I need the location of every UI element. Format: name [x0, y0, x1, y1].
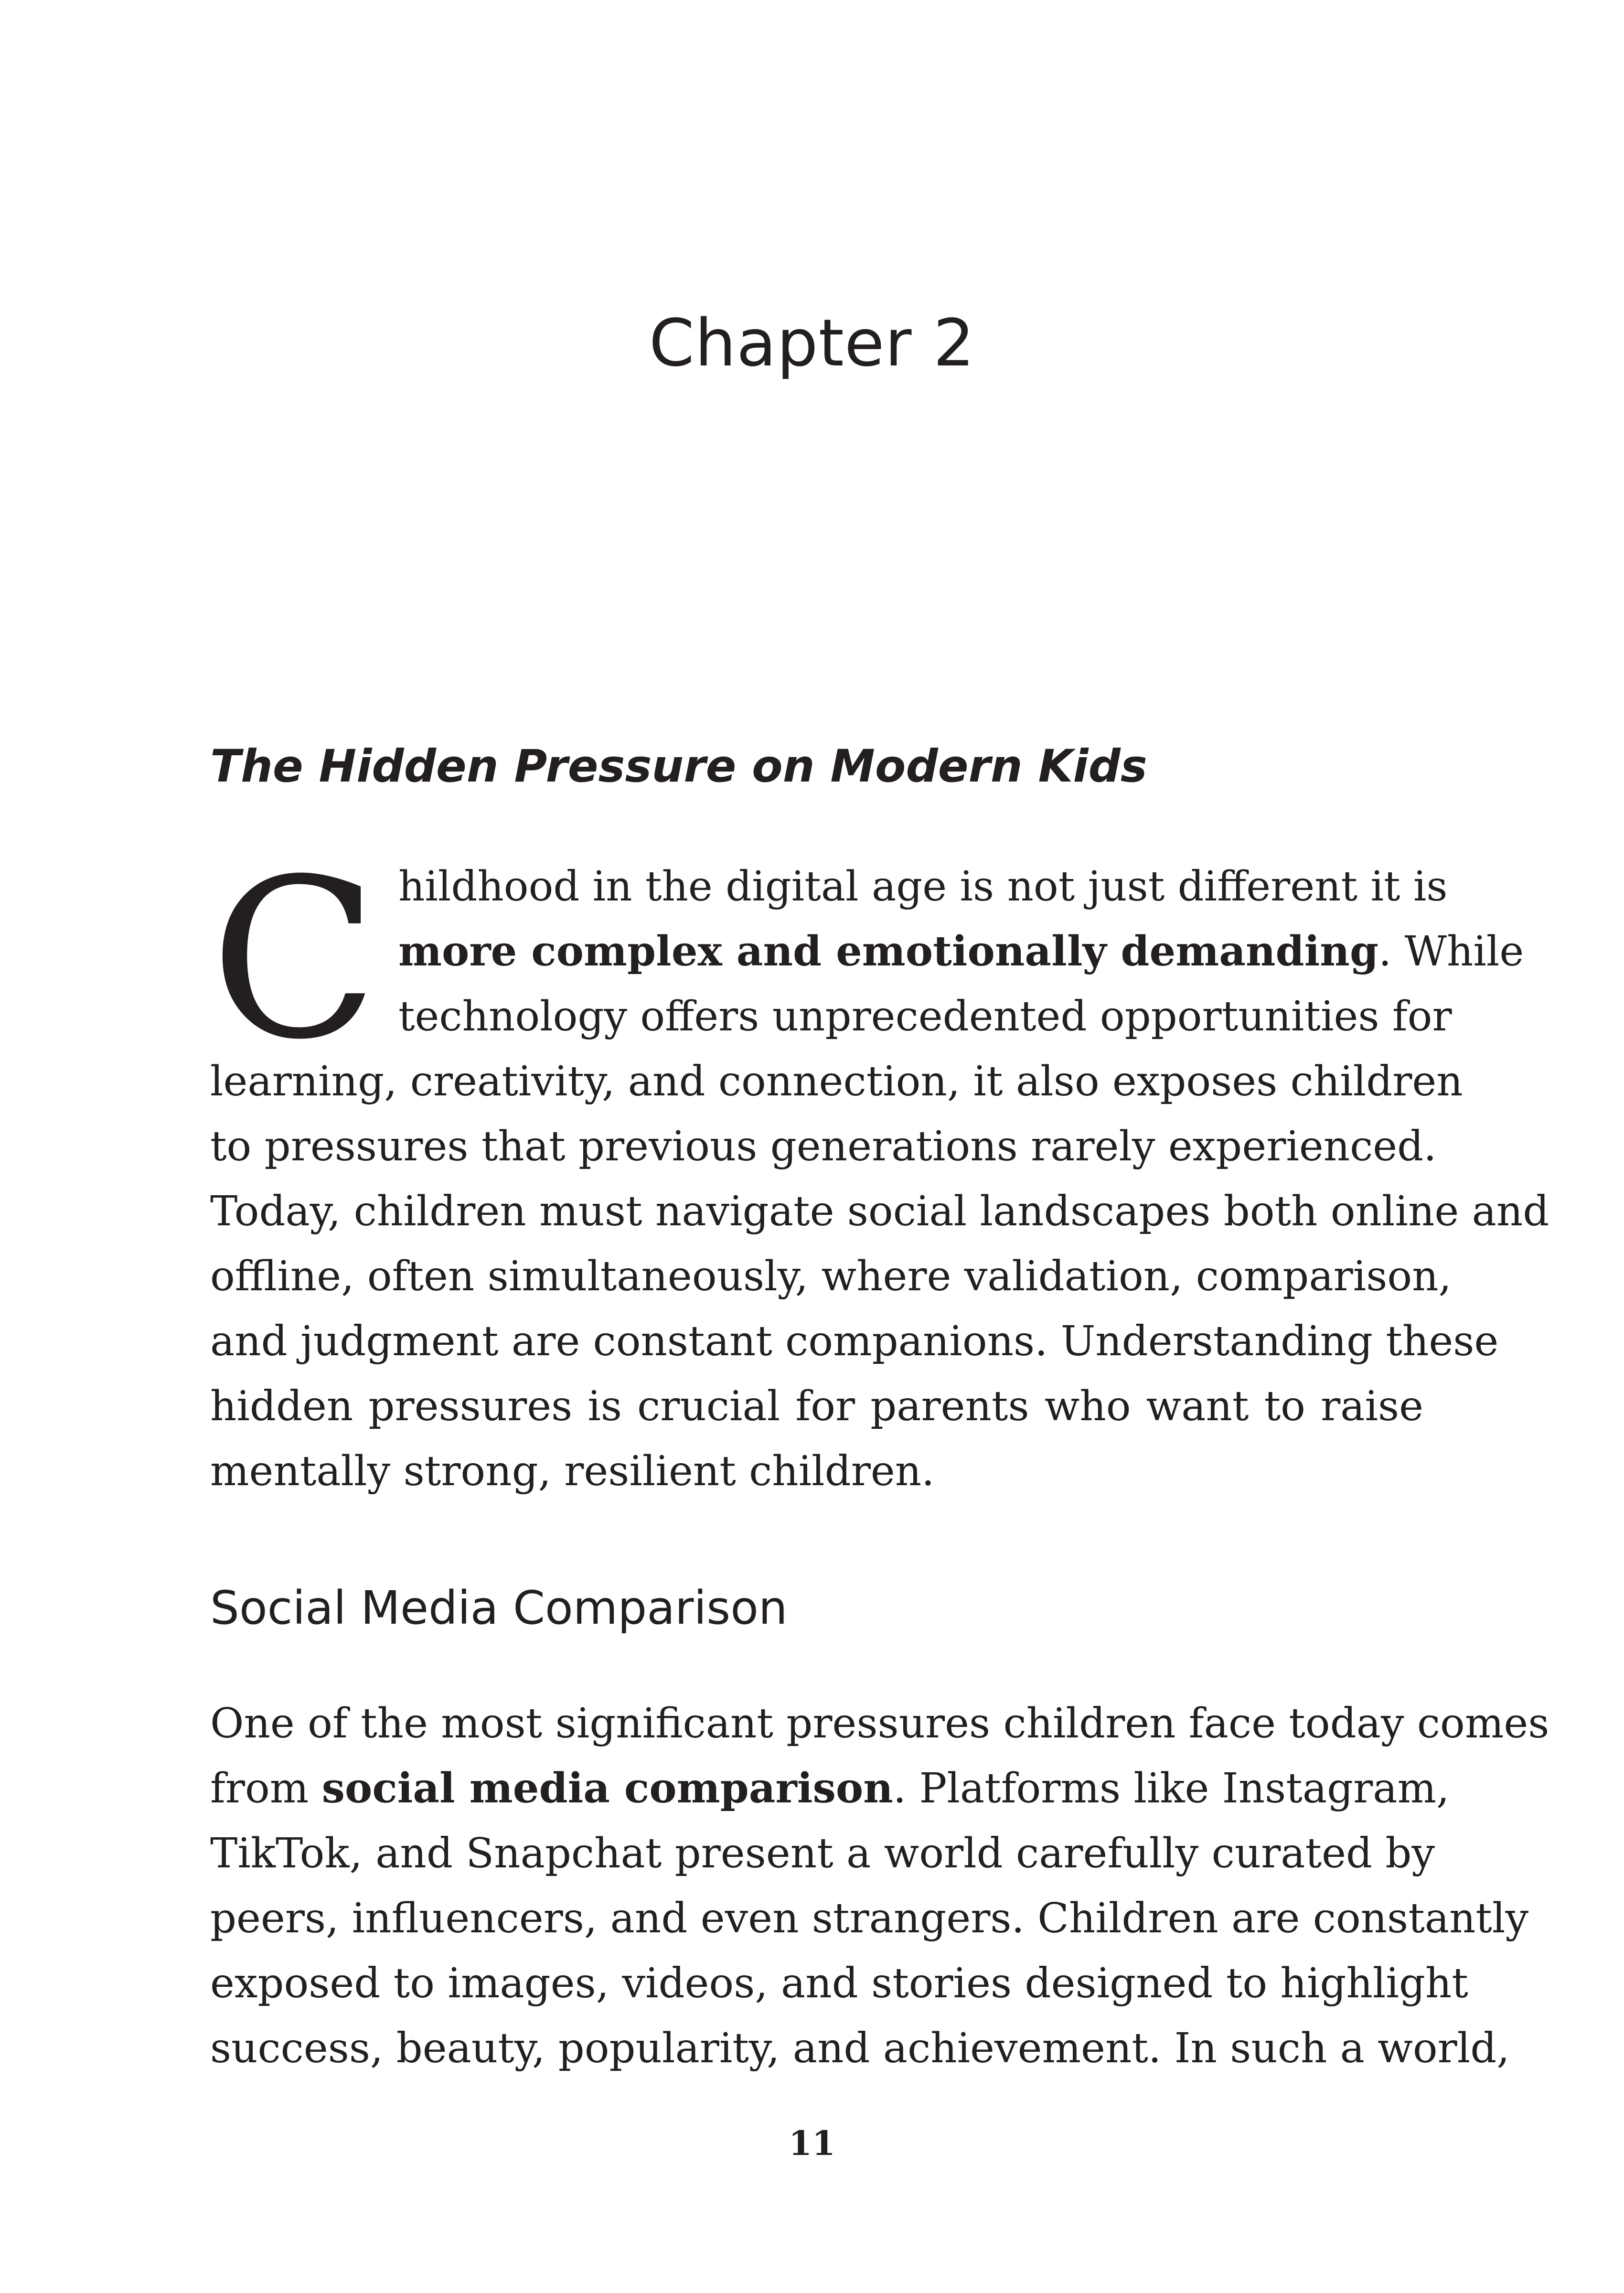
text-line: TikTok, and Snapchat present a world carefully curated by [210, 1830, 1435, 1877]
text-line [210, 919, 1524, 984]
text-line [210, 1756, 1450, 1821]
text-fragment: . While [1378, 928, 1524, 975]
text-line: One of the most significant pressures children face today comes [210, 1700, 1549, 1747]
text-fragment: . Platforms like Instagram, [893, 1765, 1450, 1812]
drop-cap: C [210, 832, 378, 1088]
text-line: peers, influencers, and even strangers. Children are constantly [210, 1895, 1529, 1942]
text-line: Today, children must navigate social landscapes both online and [210, 1188, 1549, 1235]
text-line: mentally strong, resilient children. [210, 1447, 935, 1495]
page-number: 11 [789, 2123, 835, 2163]
intro-paragraph [210, 832, 1549, 1504]
bold-phrase: social media comparison [321, 1764, 893, 1812]
text-line: exposed to images, videos, and stories designed to highlight [210, 1960, 1468, 2007]
chapter-title: Chapter 2 [649, 306, 975, 381]
text-line: learning, creativity, and connection, it also exposes children [210, 1058, 1463, 1105]
chapter-subtitle: The Hidden Pressure on Modern Kids [210, 740, 1147, 793]
section-heading: Social Media Comparison [210, 1581, 788, 1635]
text-line: hildhood in the digital age is not just different it is [398, 863, 1448, 911]
text-line: success, beauty, popularity, and achievement. In such a world, [210, 2025, 1510, 2072]
text-line: to pressures that previous generations rarely experienced. [210, 1123, 1437, 1170]
text-fragment: from [210, 1765, 322, 1812]
text-line: and judgment are constant companions. Understanding these [210, 1318, 1499, 1365]
section-paragraph [210, 1691, 1549, 2081]
text-line: hidden pressures is crucial for parents who want to raise [210, 1382, 1423, 1430]
text-line: offline, often simultaneously, where validation, comparison, [210, 1253, 1452, 1300]
bold-phrase: more complex and emotionally demanding [398, 927, 1378, 975]
text-line: technology offers unprecedented opportunities for [398, 993, 1452, 1040]
